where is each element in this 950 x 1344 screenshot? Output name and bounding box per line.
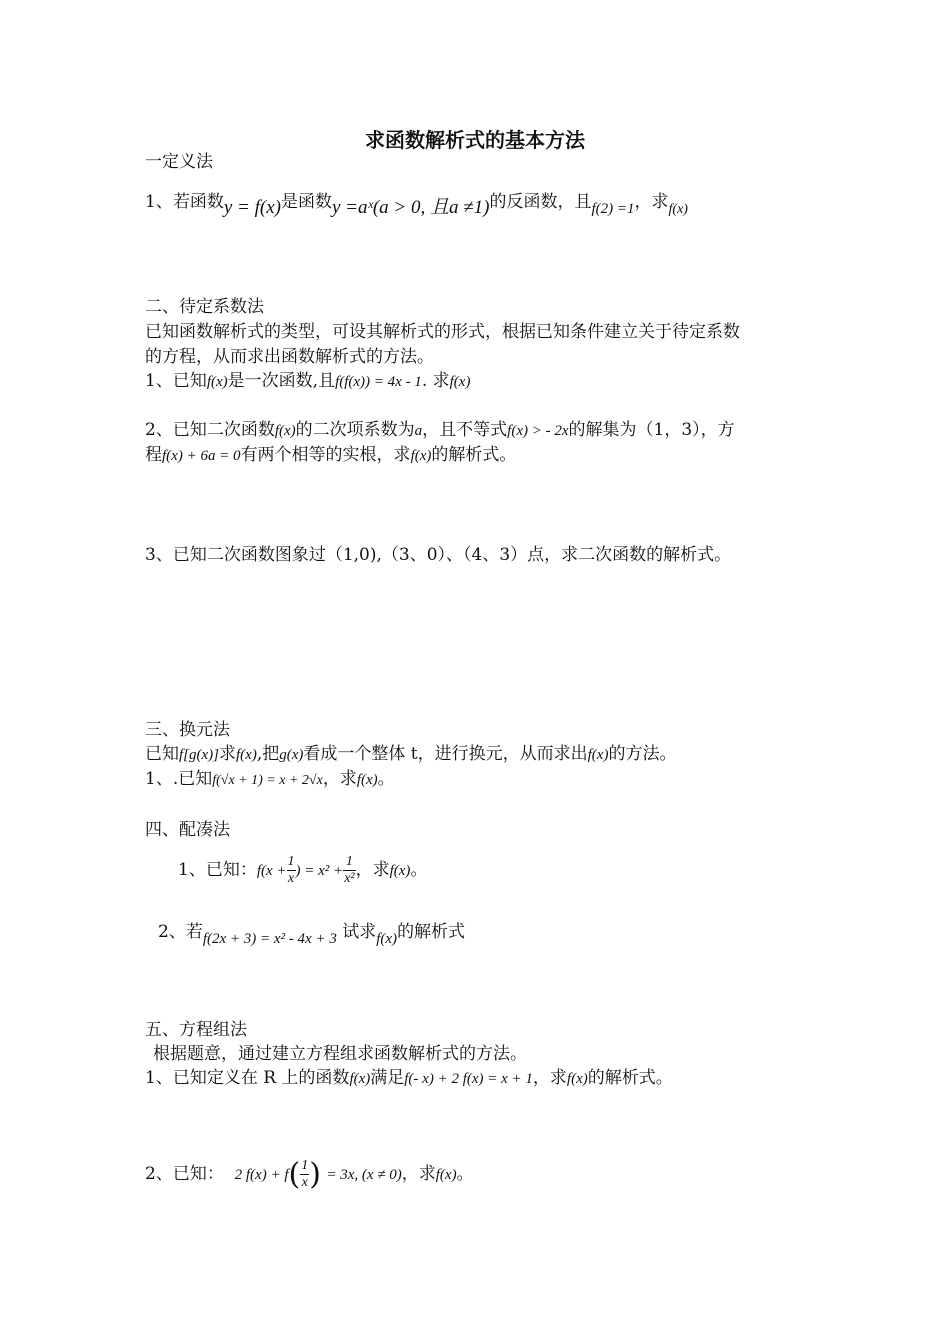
formula: f(x) [376,931,398,947]
formula: f(x) [236,747,257,763]
formula: f(√x + 1) = x + 2√x [212,773,323,788]
formula: ) = x² + [295,863,344,879]
formula: f(x) [206,374,228,390]
problem-2-2 [145,418,735,443]
fraction [343,854,355,887]
paragraph: 的方程，从而求出函数解析式的方法。 [145,347,434,367]
text: 的二次项系数为 [295,420,415,440]
section-heading-equation-system: 五、方程组法 [145,1020,247,1040]
text: ，求 [401,1164,436,1184]
text: 的方法。 [608,744,677,764]
problem-3-1 [145,767,395,793]
formula: f(x) [274,423,296,439]
paragraph: 已知函数解析式的类型，可设其解析式的形式，根据已知条件建立关于待定系数 [145,322,740,342]
left-paren: ( [288,1156,301,1192]
fraction [300,1158,309,1191]
problem-2-3: 3、已知二次函数图象过（1,0),（3、0）、（4、3）点，求二次函数的解析式。 [145,545,732,565]
text: ，求 [532,1068,567,1088]
problem-5-1 [145,1066,673,1091]
text: 是函数 [280,192,332,212]
paragraph [145,742,676,767]
text: 求 [219,744,236,764]
text: 有两个相等的实根，求 [240,445,411,465]
denominator: x [301,1175,308,1190]
formula: f[g(x)] [179,747,219,763]
formula: f(x) [449,374,471,390]
formula: f(x) [349,1071,371,1087]
formula: f(x) [668,202,688,217]
problem-2-2-cont [145,443,516,468]
text: ，且不等式 [422,420,508,440]
text: 1、已知定义在 R 上的函数 [145,1068,350,1088]
text: 的解析式。 [587,1068,673,1088]
text: 1、若函数 [145,192,224,212]
formula: f(x) [435,1167,457,1183]
text: 的解析式 [397,922,466,942]
page-title: 求函数解析式的基本方法 [365,128,585,152]
problem-2-1 [145,369,470,394]
formula: y = f(x) [223,197,281,218]
right-paren: ) [309,1156,321,1192]
problem-1-1 [145,190,688,216]
formula: f(x) [410,448,432,464]
formula: 2 f(x) + f [234,1167,289,1183]
formula: f(x) [356,772,378,788]
text: 2、已知二次函数 [145,420,275,440]
text: 1、.已知 [145,769,213,789]
text: 1、已知 [145,371,207,391]
denominator: x² [344,871,355,886]
numerator: 1 [301,1158,309,1173]
text: 。 [456,1164,474,1184]
text: 的反函数，且 [489,192,592,212]
formula: f(x) [587,747,609,763]
text: 已知 [145,744,179,764]
denominator: x [287,871,295,886]
numerator: 1 [287,854,295,869]
text: ,把 [256,744,280,764]
text: 试求 [342,922,377,942]
problem-5-2 [145,1152,474,1197]
paragraph: 根据题意，通过建立方程组求函数解析式的方法。 [153,1044,527,1064]
text: ，求 [355,860,390,880]
formula: = 3x, (x ≠ 0) [326,1167,402,1183]
text: 看成一个整体 t，进行换元，从而求出 [303,744,588,764]
text: . 求 [421,371,450,391]
formula: f(f(x)) = 4x - 1 [335,374,422,390]
formula: f(2) =1 [591,201,635,217]
section-heading-definition: 一定义法 [145,152,213,172]
text: ，求 [322,769,357,789]
formula: y =aˣ(a > 0, 且a ≠1) [331,197,490,218]
section-heading-matching: 四、配凑法 [145,820,230,840]
formula: f(x) [566,1071,588,1087]
text: 。 [377,769,395,789]
problem-4-1 [178,850,427,891]
text: 是一次函数,且 [227,371,336,391]
text: 1、已知： [178,860,257,880]
formula: f(2x + 3) = x² - 4x + 3 [202,931,337,947]
text: ，求 [634,192,669,212]
fraction [287,854,296,887]
text: 满足 [370,1068,405,1088]
formula: f(x) + 6a = 0 [162,448,241,464]
text: 的解集为（1，3），方 [568,420,735,440]
text: 2、已知： [145,1164,224,1184]
formula: f(x) > - 2x [507,423,569,439]
text: 2、若 [158,922,203,942]
formula: f(x + [256,863,287,879]
numerator: 1 [343,854,355,871]
formula: f(- x) + 2 f(x) = x + 1 [404,1071,533,1087]
problem-4-2 [158,920,465,945]
formula: a [414,423,423,439]
text: 程 [145,445,162,465]
section-heading-undetermined-coefficients: 二、待定系数法 [145,297,264,317]
formula: g(x) [279,747,304,763]
text: 。 [410,860,428,880]
text: 的解析式。 [431,445,517,465]
section-heading-substitution: 三、换元法 [145,720,230,740]
formula: f(x) [389,863,411,879]
